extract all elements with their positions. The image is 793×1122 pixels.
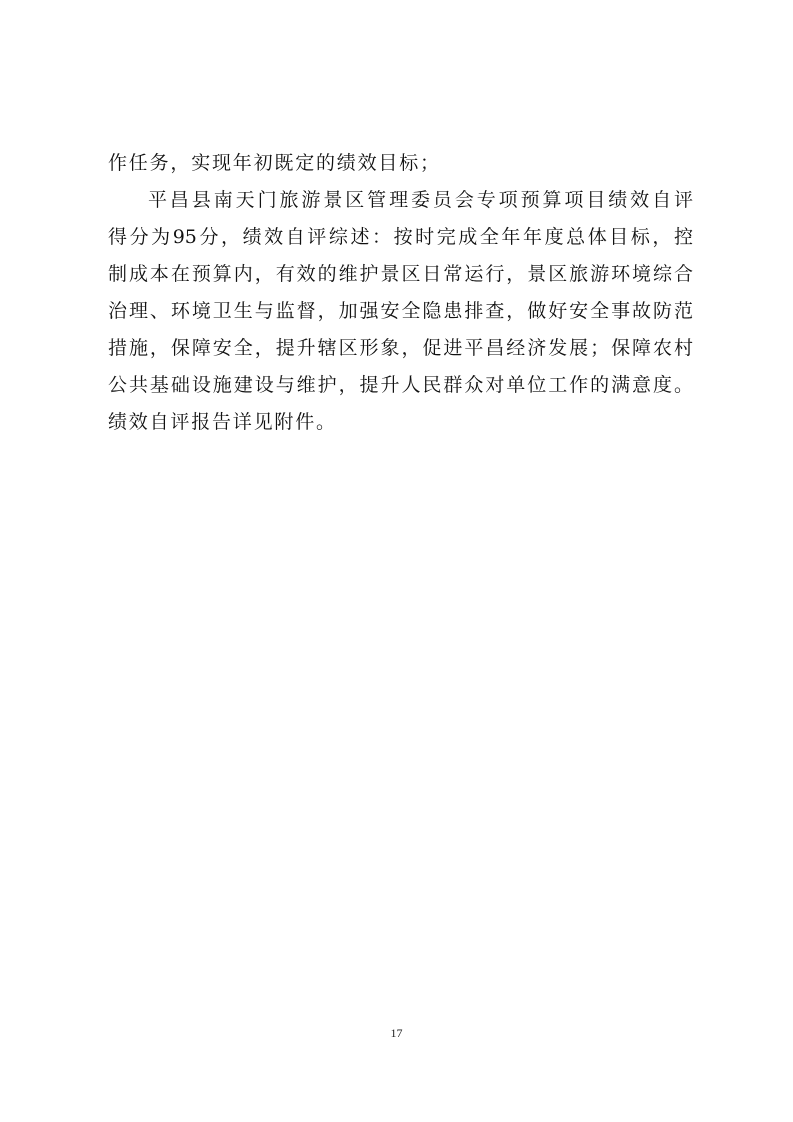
page-number: 17 [390,1026,403,1040]
text-line-4: 制成本在预算内，有效的维护景区日常运行，景区旅游环境综合 [108,263,693,285]
body-paragraphs [108,145,693,441]
text-line-3: 得分为95分，绩效自评综述：按时完成全年年度总体目标，控 [108,226,693,248]
text-line-7: 公共基础设施建设与维护，提升人民群众对单位工作的满意度。 [108,374,693,396]
text-line-6: 措施，保障安全，提升辖区形象，促进平昌经济发展；保障农村 [108,337,693,359]
text-line-8: 绩效自评报告详见附件。 [108,411,337,433]
text-line-2: 平昌县南天门旅游景区管理委员会专项预算项目绩效自评 [148,189,693,211]
text-line-1: 作任务，实现年初既定的绩效目标； [108,152,441,174]
text-line-5: 治理、环境卫生与监督，加强安全隐患排查，做好安全事故防范 [108,300,693,322]
